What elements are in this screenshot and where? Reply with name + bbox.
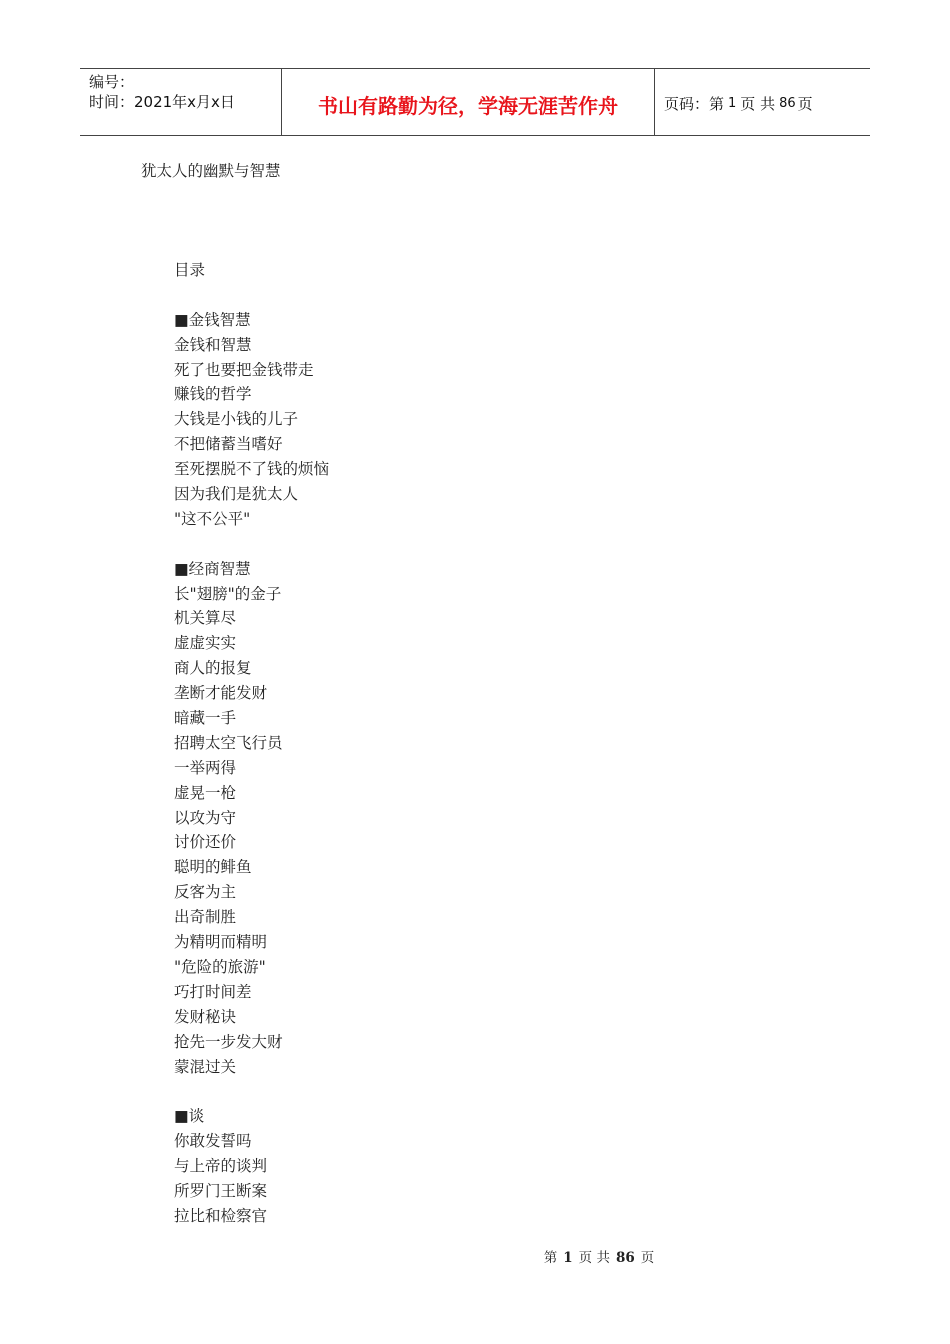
toc-item: 所罗门王断案 — [174, 1181, 268, 1200]
toc-item: 商人的报复 — [174, 659, 252, 678]
toc-item: 垄断才能发财 — [174, 684, 268, 703]
toc-item: 招聘太空飞行员 — [174, 733, 283, 752]
footer-suffix: 页 — [640, 1250, 655, 1266]
toc-item: 不把储蓄当嗜好 — [174, 435, 283, 454]
footer-mid: 页 共 — [578, 1250, 610, 1266]
document-time-label: 时间：2021年x月x日 — [89, 93, 235, 111]
toc-item: 机关算尽 — [174, 609, 237, 628]
header-motto: 书山有路勤为径，学海无涯苦作舟 — [318, 93, 618, 118]
header-meta-cell — [80, 69, 282, 135]
toc-title: 目录 — [174, 261, 206, 279]
toc-item: 因为我们是犹太人 — [174, 485, 299, 504]
toc-item: 聪明的鲱鱼 — [174, 858, 252, 877]
footer-prefix: 第 — [543, 1250, 558, 1266]
footer-total-pages: 86 — [615, 1250, 635, 1266]
page-footer — [0, 1246, 950, 1266]
header-page-suffix: 页 — [797, 94, 813, 113]
toc-item: 暗藏一手 — [174, 709, 237, 728]
toc-item: 拉比和检察官 — [174, 1206, 268, 1225]
spacer — [174, 532, 329, 557]
toc-item: 蒙混过关 — [174, 1057, 237, 1076]
toc-item: 与上帝的谈判 — [174, 1157, 268, 1176]
toc-item: 一举两得 — [174, 758, 237, 777]
toc-item: 以攻为守 — [174, 808, 237, 827]
page-header — [80, 68, 870, 136]
header-page-total: 86 — [779, 95, 796, 111]
toc-item: 大钱是小钱的儿子 — [174, 410, 299, 429]
table-of-contents — [174, 258, 329, 1229]
toc-item: 巧打时间差 — [174, 982, 252, 1001]
toc-item: 反客为主 — [174, 883, 237, 902]
toc-item: 赚钱的哲学 — [174, 385, 252, 404]
header-page-cell — [655, 69, 870, 135]
toc-item: 讨价还价 — [174, 833, 237, 852]
footer-current-page: 1 — [563, 1250, 573, 1266]
toc-item: 抢先一步发大财 — [174, 1032, 283, 1051]
spacer — [174, 283, 329, 308]
header-page-mid: 页 共 — [740, 94, 776, 113]
toc-item: 至死摆脱不了钱的烦恼 — [174, 460, 330, 479]
toc-item: 虚晃一枪 — [174, 783, 237, 802]
toc-item: 为精明而精明 — [174, 933, 268, 952]
document-title: 犹太人的幽默与智慧 — [141, 162, 281, 180]
toc-item: "这不公平" — [174, 509, 251, 528]
toc-item: 虚虚实实 — [174, 634, 237, 653]
toc-section-heading: ■谈 — [174, 1107, 205, 1126]
toc-item: 你敢发誓吗 — [174, 1132, 252, 1151]
toc-item: 金钱和智慧 — [174, 335, 252, 354]
toc-item: 发财秘诀 — [174, 1007, 237, 1026]
toc-section-heading: ■金钱智慧 — [174, 310, 251, 329]
toc-section-heading: ■经商智慧 — [174, 559, 251, 578]
toc-item: 长"翅膀"的金子 — [174, 584, 282, 603]
toc-item: 出奇制胜 — [174, 908, 237, 927]
toc-item: 死了也要把金钱带走 — [174, 360, 314, 379]
header-page-current: 1 — [728, 95, 737, 111]
header-motto-cell — [282, 69, 655, 135]
header-page-prefix: 页码：第 — [664, 94, 725, 113]
spacer — [174, 1079, 329, 1104]
document-number-label: 编号： — [89, 73, 135, 91]
toc-item: "危险的旅游" — [174, 957, 266, 976]
